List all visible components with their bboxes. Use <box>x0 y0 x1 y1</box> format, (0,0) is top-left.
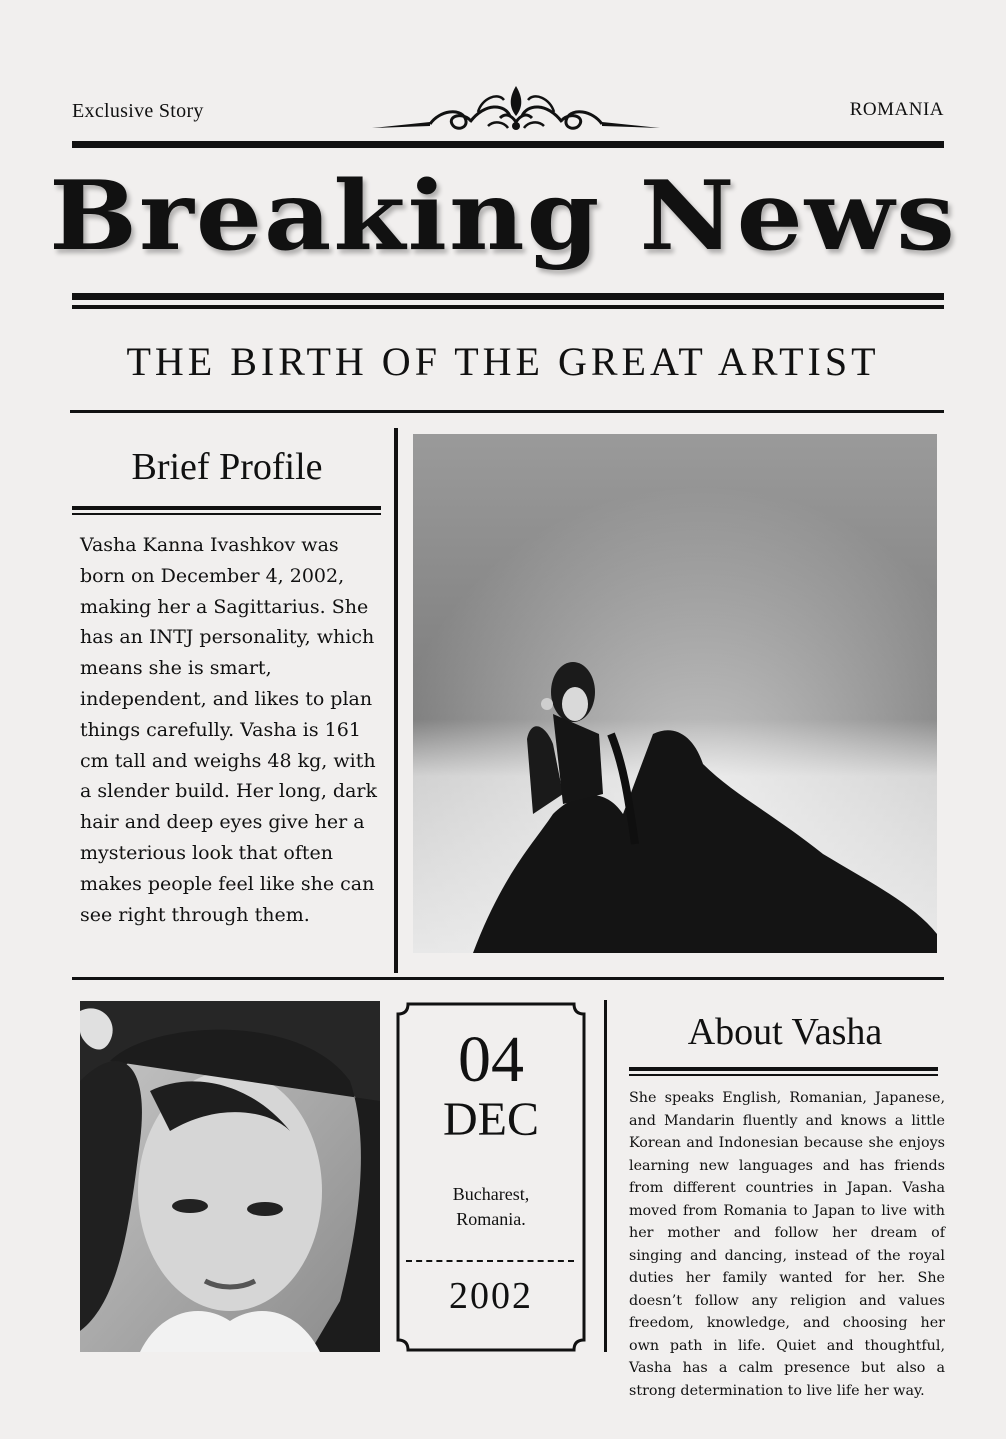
masthead-rule-thick <box>72 293 944 300</box>
birth-place <box>396 1182 586 1232</box>
headline-rule <box>70 410 944 413</box>
top-rule <box>72 141 944 148</box>
about-title-rule-thin <box>629 1074 938 1076</box>
masthead-rule-thin <box>72 305 944 309</box>
about-title: About Vasha <box>687 1011 883 1053</box>
column-divider-bottom <box>604 1000 607 1352</box>
brief-profile-text: Vasha Kanna Ivashkov was born on December 4, 2002, making her a Sagittarius. She has an INTJ personality, which means she is smart, independent, and likes to plan things carefully. Vasha is 161 cm tall and weighs 48 kg, with a slender build. Her long, dark hair and deep eyes give her a mysterious look that often makes people feel like she can see right through them. <box>80 534 378 926</box>
date-day: 04 <box>458 1023 524 1096</box>
date-divider <box>406 1260 574 1262</box>
exclusive-story-label: Exclusive Story <box>72 100 204 122</box>
birth-country: Romania. <box>456 1209 526 1229</box>
about-text: She speaks English, Romanian, Japanese, and Mandarin fluently and knows a little Korean and Indonesian because she enjoys learning new languages and has friends from different countries in Japan. Vasha moved from Romania to Japan to live with her mother and follow her dream of singing and dancing, instead of the royal duties her family wanted for her. She doesn’t follow any religion and values freedom, knowledge, and choosing her own path in life. Quiet and thoughtful, Vasha has a calm presence but also a strong determination to live life her way. <box>629 1090 945 1399</box>
brief-title-rule-thick <box>72 506 381 510</box>
closeup-portrait-photo <box>80 1001 380 1352</box>
date-year: 2002 <box>449 1275 533 1317</box>
date-month: DEC <box>443 1093 539 1146</box>
flourish-ornament-icon <box>370 82 662 134</box>
brief-profile-title: Brief Profile <box>131 446 323 488</box>
main-portrait-photo <box>413 434 937 953</box>
headline: THE BIRTH OF THE GREAT ARTIST <box>126 339 880 384</box>
column-divider-top <box>394 428 398 973</box>
about-title-rule-thick <box>629 1067 938 1071</box>
masthead-title: Breaking News <box>49 158 957 273</box>
section-rule <box>72 977 944 980</box>
country-label: ROMANIA <box>849 99 944 120</box>
brief-title-rule-thin <box>72 513 381 515</box>
birth-city: Bucharest, <box>452 1184 530 1204</box>
